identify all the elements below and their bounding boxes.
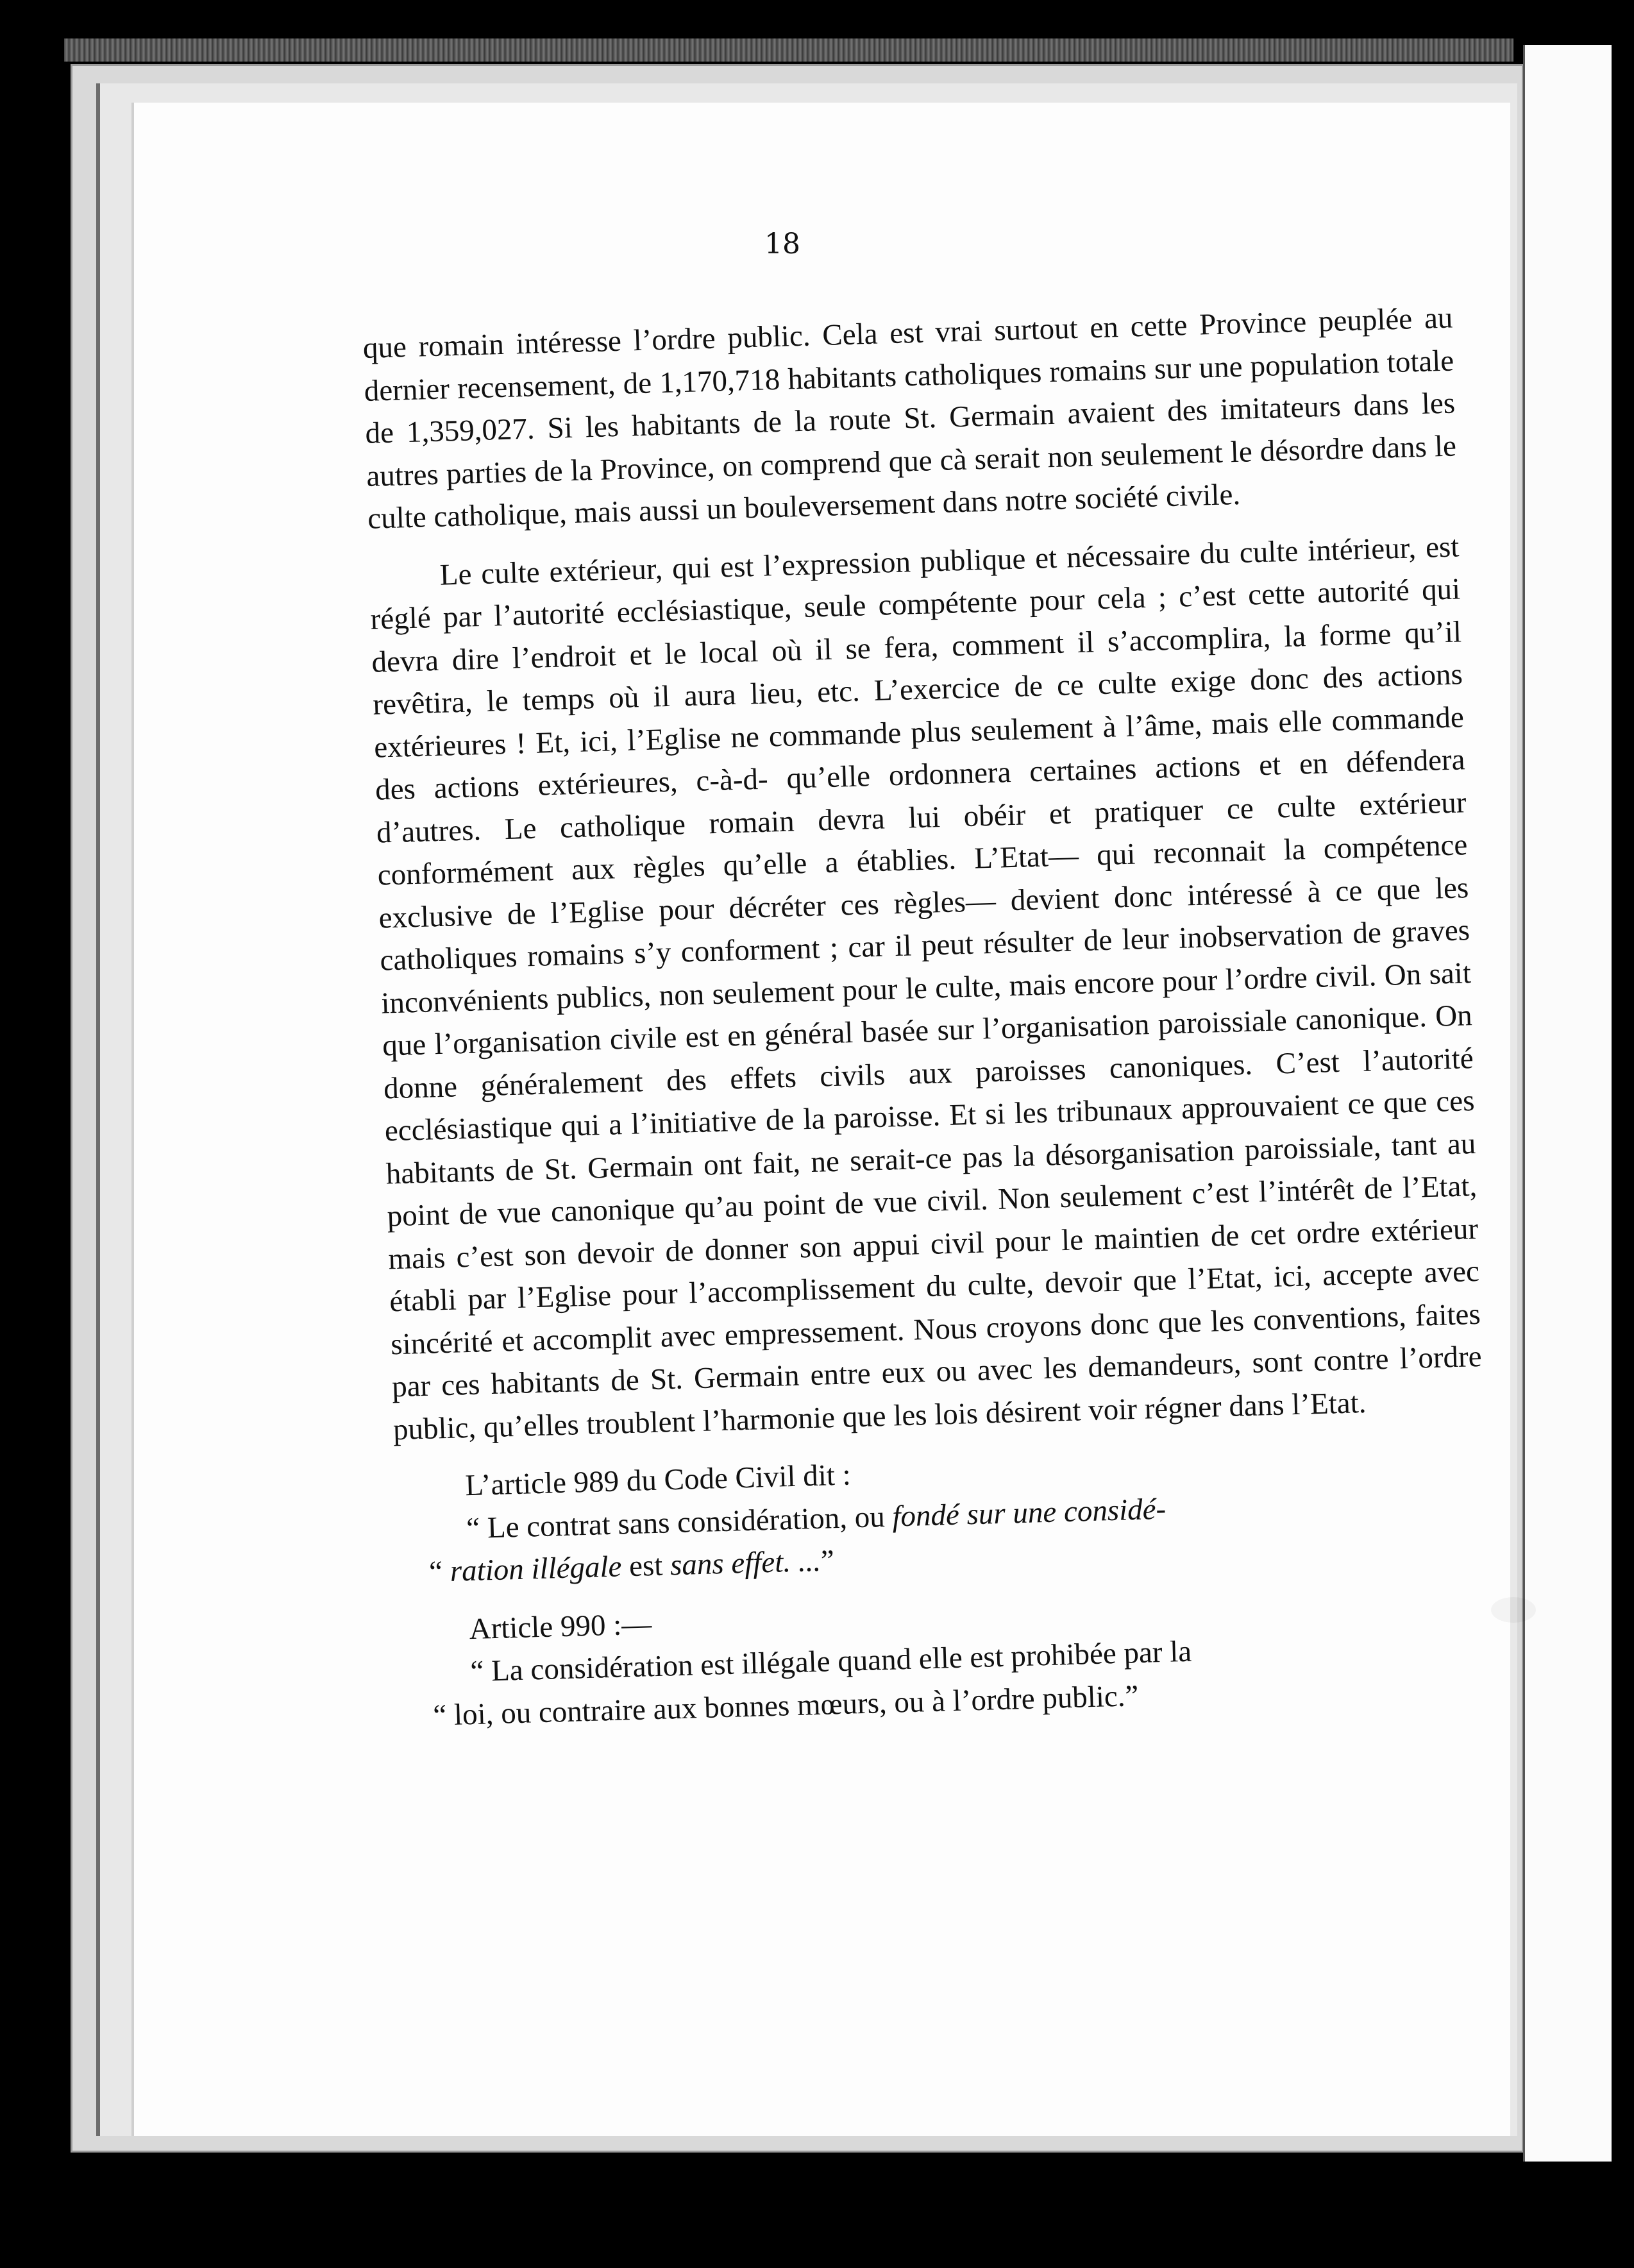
facing-page (1523, 45, 1612, 2162)
paragraph-1: que romain intéresse l’ordre public. Cela est vrai surtout en cette Province peuplée au dernier recensement, de 1,170,718 habitants catholiques romains sur une population totale de 1,359,027. Si les habitants de la route St. Germain avaient des imitateurs dans les autres parties de la Province, on comprend que cà serait non seulement le désordre dans le culte catholique, mais aussi un bouleversement dans notre société civile. (362, 301, 1457, 536)
article-989-intro: L’article 989 du Code Civil dit : (464, 1458, 852, 1503)
quote-italic-a: ration illégale (450, 1550, 623, 1588)
page-text (362, 297, 1492, 1738)
quote-middle: est (621, 1548, 671, 1584)
page-number: 18 (764, 228, 800, 260)
book-page (131, 103, 1510, 2136)
quote-text: “ Le contrat sans considération, ou (466, 1500, 893, 1545)
quote-open: “ (428, 1554, 451, 1589)
article-990-intro: Article 990 :— (469, 1607, 652, 1646)
paragraph-2: Le culte extérieur, qui est l’expression publique et nécessaire du culte intérieur, est réglé par l’autorité ecclésiastique, seule compétente pour cela ; c’est cette autorité qui devra dire l’endroit et le local où il se fera, comment il s’accomplira, la forme qu’il revêtira, le temps où il aura lieu, etc. L’exercice de ce culte exige donc des actions extérieures ! Et, ici, l’Eglise ne commande plus seulement à l’âme, mais elle commande des actions extérieures, c-à-d- qu’elle ordonnera certaines actions et en défendera d’autres. Le catholique romain devra lui obéir et pratiquer ce culte extérieur conformément aux règles qu’elle a établies. L’Etat— qui reconnait la compétence exclusive de l’Eglise pour décréter ces règles— devient donc intéressé à ce que les catholiques romains s’y conforment ; car il peut résulter de leur inobservation de graves inconvénients publics, non seulement pour le culte, mais encore pour l’ordre civil. On sait que l’organisation civile est en général basée sur l’organisation paroissiale canonique. On donne généralement des effets civils aux paroisses canoniques. C’est l’autorité ecclésiastique qui a l’initiative de la paroisse. Et si les tribunaux approuvaient ce que ces habitants de St. Germain ont fait, ne serait-ce pas la désorganisation paroissiale, tant au point de vue canonique qu’au point de vue civil. Non seulement c’est l’intérêt de l’Etat, mais c’est son devoir de donner son appui civil pour le maintien de cet ordre extérieur établi par l’Eglise pour l’accomplissement du culte, devoir que l’Etat, ici, accepte avec sincérité et accomplit avec empressement. Nous croyons donc que les conventions, faites par ces habitants de St. Germain entre eux ou avec les demandeurs, sont contre l’ordre public, qu’elles troublent l’harmonie que les lois désirent voir régner dans l’Etat. (370, 529, 1483, 1446)
quote-italic: fondé sur une considé- (891, 1492, 1167, 1534)
article-990-quote-line-2: “ loi, ou contraire aux bonnes mœurs, ou à l’ordre public.” (432, 1679, 1140, 1732)
article-990-quote-line-1: “ La considération est illégale quand elle est prohibée par la (469, 1634, 1192, 1689)
quote-italic-b: sans effet. ... (670, 1544, 821, 1582)
quote-close: ” (820, 1544, 835, 1578)
paper-smudge (1491, 1597, 1536, 1623)
binding-strip (64, 38, 1513, 62)
